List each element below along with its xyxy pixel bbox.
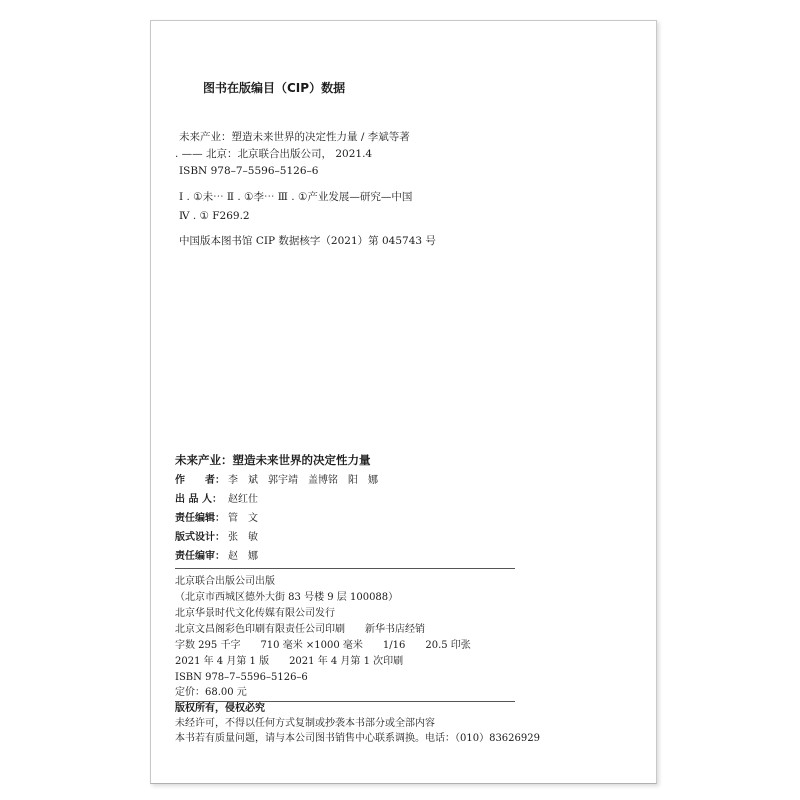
cip-classification-line: Ⅳ . ① F269.2 xyxy=(179,210,250,222)
rights-line: 未经许可，不得以任何方式复制或抄袭本书部分或全部内容 xyxy=(175,718,435,729)
rights-heading: 版权所有，侵权必究 xyxy=(175,703,265,714)
book-title: 未来产业：塑造未来世界的决定性力量 xyxy=(175,453,371,467)
credit-review-editor xyxy=(175,552,258,562)
credit-label: 作 者： xyxy=(175,475,225,486)
cip-title-line: 未来产业：塑造未来世界的决定性力量 / 李斌等著 xyxy=(179,131,410,143)
distributor-line: 北京华景时代文化传媒有限公司发行 xyxy=(175,608,335,619)
credit-value: 张 敏 xyxy=(228,532,258,543)
rights-line: 本书若有质量问题，请与本公司图书销售中心联系调换。电话：（010）83626929 xyxy=(175,733,540,744)
credit-value: 赵红仕 xyxy=(228,494,258,505)
cip-publisher-line: . —— 北京：北京联合出版公司， 2021.4 xyxy=(175,148,373,160)
credit-value: 李 斌 郭宇靖 盖博铭 阳 娜 xyxy=(228,475,378,486)
credit-value: 赵 娜 xyxy=(228,551,258,562)
edition-line: 2021 年 4 月第 1 版 2021 年 4 月第 1 次印刷 xyxy=(175,656,404,667)
credit-editor xyxy=(175,514,258,524)
cip-record-number-line: 中国版本图书馆 CIP 数据核字（2021）第 045743 号 xyxy=(179,235,436,247)
isbn-line: ISBN 978–7–5596–5126–6 xyxy=(175,672,308,683)
copyright-page xyxy=(150,20,657,784)
credit-label: 版式设计： xyxy=(175,532,225,543)
price-line: 定价：68.00 元 xyxy=(175,687,247,698)
credit-label: 出 品 人： xyxy=(175,494,222,505)
printer-line: 北京文昌阁彩色印刷有限责任公司印刷 新华书店经销 xyxy=(175,624,425,635)
cip-heading: 图书在版编目（CIP）数据 xyxy=(203,81,346,95)
credit-label: 责任编辑： xyxy=(175,513,225,524)
divider-publication xyxy=(175,568,515,569)
cip-isbn-line: ISBN 978–7–5596–5126–6 xyxy=(179,165,319,177)
credit-author xyxy=(175,476,378,486)
credit-producer xyxy=(175,495,258,505)
publisher-address-line: （北京市西城区德外大街 83 号楼 9 层 100088） xyxy=(175,592,399,603)
specs-line: 字数 295 千字 710 毫米 ×1000 毫米 1/16 20.5 印张 xyxy=(175,640,471,651)
credit-label: 责任编审： xyxy=(175,551,225,562)
credit-layout-design xyxy=(175,533,258,543)
credit-value: 管 文 xyxy=(228,513,258,524)
cip-subject-line: Ⅰ . ①未⋯ Ⅱ . ①李⋯ Ⅲ . ①产业发展—研究—中国 xyxy=(179,191,413,203)
publisher-line: 北京联合出版公司出版 xyxy=(175,576,275,587)
divider-rights xyxy=(175,701,515,702)
